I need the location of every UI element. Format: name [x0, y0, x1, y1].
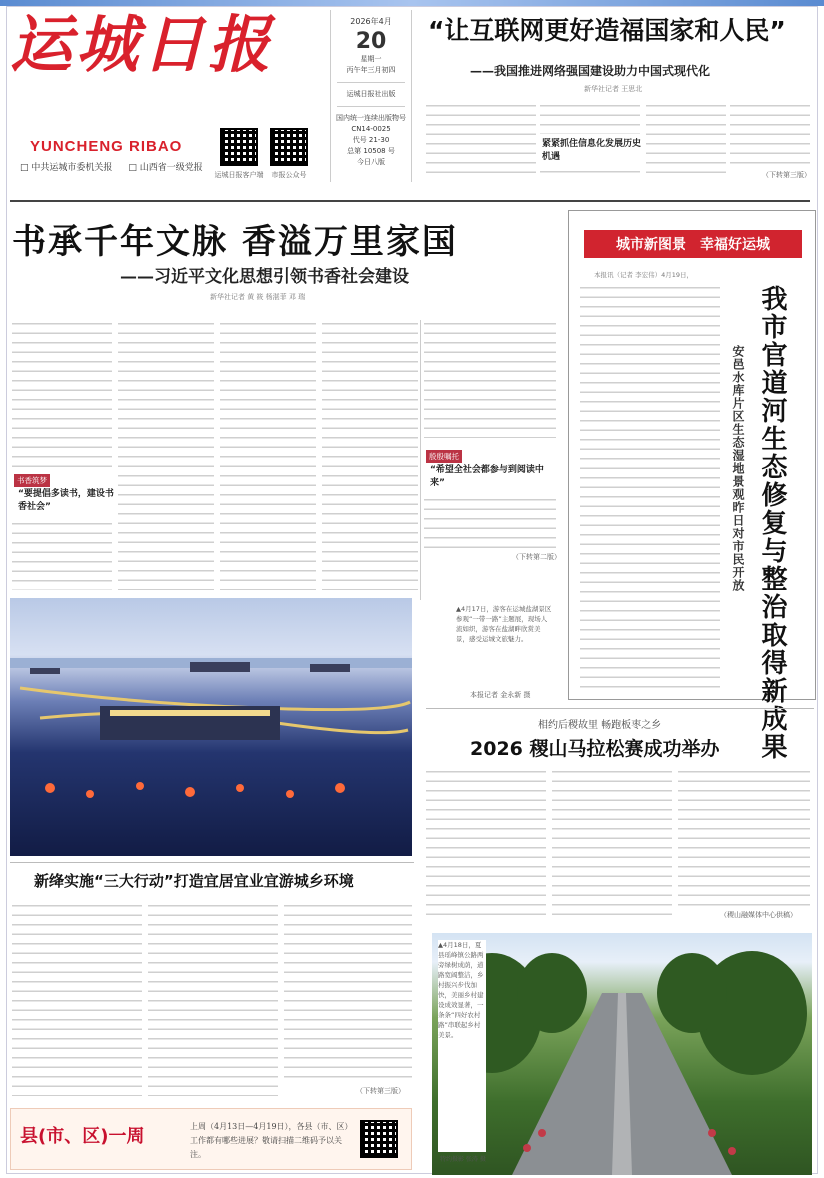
column-divider: [420, 320, 421, 600]
top-story-headline[interactable]: “让互联网更好造福国家和人民”: [428, 16, 786, 45]
weekly-county-text: 上周（4月13日—4月19日），各县（市、区）工作都有哪些进展？敬请扫描二维码予以关注。: [190, 1122, 349, 1159]
lead-tag-2: 殷殷嘱托: [426, 450, 462, 463]
edition-label: 运城日报社出版: [346, 90, 396, 98]
photo2-credit: 特约摄影 张涛 摄: [440, 1156, 486, 1163]
marathon-col1: [426, 766, 546, 918]
marathon-kicker: 相约后稷故里 畅跑板枣之乡: [538, 720, 662, 731]
photo2-caption: ▲4月18日，夏县瑶峰镇公路两旁绿树成荫，道路宽阔整洁，乡村振兴步伐加快，美丽乡村建设成效显著，一条条“四好农村路”串联起乡村美景。: [438, 940, 486, 1152]
date-weekday: 星期一: [360, 55, 382, 63]
city-feature-headline[interactable]: 我市官道河生态修复与整治取得新成果: [757, 285, 787, 761]
lead-jump[interactable]: （下转第二版）: [512, 553, 561, 561]
date-day: 20: [355, 29, 387, 54]
lead-col4: [322, 318, 418, 590]
page-count: 今日八版: [357, 158, 385, 166]
qr-code-weekly[interactable]: [360, 1120, 398, 1158]
lead-col2: [118, 318, 214, 590]
qr-caption-app: 运城日报客户端: [214, 171, 264, 179]
lead-col5: [424, 318, 556, 438]
banner-right-text: 幸福好运城: [700, 237, 770, 253]
publisher-label-1: □ 中共运城市委机关报: [20, 163, 113, 173]
weekly-county-logo: 县(市、区)一周: [20, 1126, 145, 1147]
rural-road-photo[interactable]: [432, 933, 812, 1175]
xinjiang-jump[interactable]: （下转第三版）: [356, 1087, 405, 1095]
lead-subtitle-1: “要提倡多读书，建设书香社会”: [18, 489, 114, 512]
lead-subhead: ——习近平文化思想引领书香社会建设: [120, 267, 409, 287]
salt-lake-photo[interactable]: [10, 598, 412, 856]
date-lunar: 丙午年三月初四: [346, 66, 396, 74]
lead-col1: [12, 318, 112, 468]
section-divider: [10, 862, 414, 863]
masthead-pinyin: YUNCHENG RIBAO: [30, 138, 183, 155]
top-story-col3: [646, 100, 726, 180]
top-story-byline: 新华社记者 王思北: [584, 85, 643, 93]
banner-left-text: 城市新图景: [616, 237, 686, 253]
cn-code-label: 国内统一连续出版物号: [336, 114, 406, 122]
lead-col3: [220, 318, 316, 590]
marathon-col2: [552, 766, 672, 918]
salt-lake-photo-art: [10, 598, 412, 856]
city-feature-subhead: 安邑水库片区生态湿地景观昨日对市民开放: [731, 345, 745, 592]
lead-tag-1: 书香筑梦: [14, 474, 50, 487]
qr-code-wechat[interactable]: [270, 128, 308, 166]
masthead-divider: [10, 200, 810, 202]
rural-road-photo-art: [432, 933, 812, 1175]
lead-subtitle-2: “希望全社会都参与到阅读中来”: [430, 465, 544, 488]
top-story-col2a: [540, 100, 640, 134]
date-box: [330, 10, 412, 182]
top-story-subhead2: 紧紧抓住信息化发展历史机遇: [542, 139, 642, 162]
masthead-title: 运城日报: [10, 8, 275, 81]
top-story-col2b: [540, 166, 640, 180]
photo1-credit: 本报记者 金永新 摄: [470, 691, 531, 699]
top-story-col1: [426, 100, 536, 180]
marathon-jump[interactable]: （稷山融媒体中心供稿）: [720, 911, 797, 919]
top-story-subhead: ——我国推进网络强国建设助力中国式现代化: [470, 64, 711, 78]
marathon-headline[interactable]: 2026 稷山马拉松赛成功举办: [470, 738, 720, 760]
top-story-col4: [730, 100, 810, 166]
lead-col5b: [424, 494, 556, 548]
total-issue: 总第 10508 号: [347, 147, 395, 155]
xinjiang-headline[interactable]: 新绛实施“三大行动”打造宜居宜业宜游城乡环境: [34, 872, 354, 890]
city-feature-banner: [584, 230, 802, 258]
cn-code-value: CN14-0025: [351, 125, 391, 133]
lead-col1b: [12, 518, 112, 590]
publisher-label-2: □ 山西省一级党报: [128, 163, 203, 173]
date-year-month: 2026年4月: [350, 17, 392, 26]
masthead-publishers: [20, 160, 203, 173]
qr-caption-wechat: 市报公众号: [271, 171, 307, 179]
city-feature-byline: 本报讯（记者 李宏伟）4月19日，: [594, 271, 693, 279]
top-story-jump[interactable]: （下转第三版）: [762, 171, 811, 179]
lead-headline[interactable]: 书承千年文脉 香溢万里家国: [12, 222, 458, 262]
photo1-caption: ▲4月17日，游客在运城盐湖景区参观“一带一路”主题展，现场人流如织，游客在盐湖畔欣赏美景，感受运城文旅魅力。: [456, 604, 552, 684]
marathon-divider: [426, 708, 814, 709]
qr-code-app[interactable]: [220, 128, 258, 166]
marathon-col3: [678, 766, 810, 906]
xinjiang-col3: [284, 900, 412, 1082]
lead-byline: 新华社记者 黄 筱 杨湛菲 邓 瑞: [210, 293, 306, 301]
mail-code: 代号 21-30: [352, 136, 390, 144]
xinjiang-col1: [12, 900, 142, 1096]
city-feature-body: [580, 282, 720, 692]
xinjiang-col2: [148, 900, 278, 1096]
